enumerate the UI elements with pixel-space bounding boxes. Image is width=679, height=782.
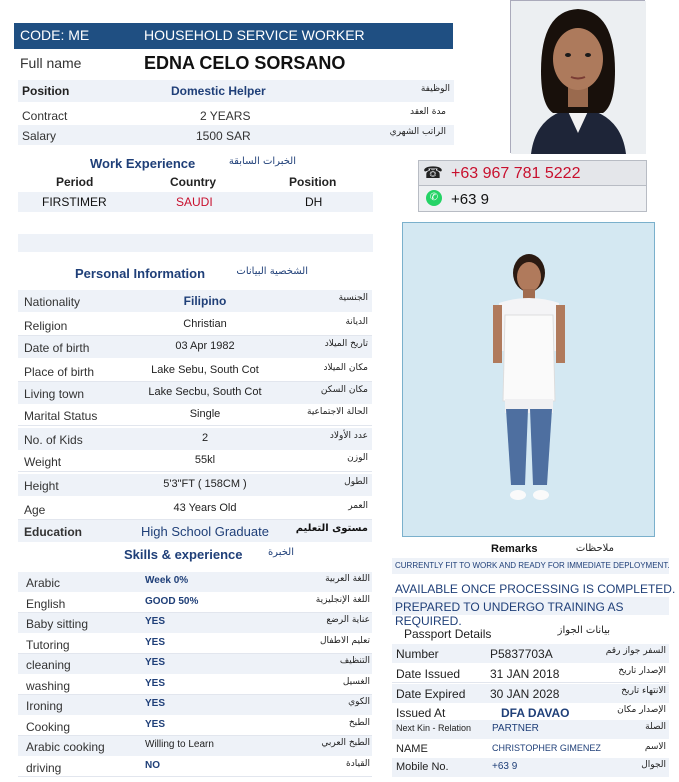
passport-title: Passport Details (404, 627, 492, 641)
passport-label-ar: الجوال (641, 760, 666, 770)
remarks-title-ar: ملاحظات (575, 543, 614, 554)
work-header-country: Country (170, 175, 216, 189)
skill-value: YES (145, 657, 166, 668)
skill-label-ar: اللغة العربية (325, 574, 370, 584)
phone-icon: ☎ (423, 165, 443, 182)
personal-label: Date of birth (24, 341, 90, 355)
position-label: Position (22, 84, 70, 98)
passport-label-ar: الإصدار تاريخ (618, 666, 666, 676)
position-value: Domestic Helper (171, 84, 266, 98)
passport-value: DFA DAVAO (501, 706, 570, 720)
skill-label: washing (26, 679, 71, 693)
personal-value: Lake Secbu, South Cot (148, 386, 262, 398)
job-title: HOUSEHOLD SERVICE WORKER (144, 27, 365, 43)
skill-label: English (26, 597, 66, 611)
skill-value: YES (145, 637, 166, 648)
salary-label: Salary (22, 129, 57, 143)
skill-value: NO (145, 760, 160, 771)
skill-value: YES (145, 698, 166, 709)
passport-value: 31 JAN 2018 (490, 667, 560, 681)
skill-label-ar: الطبخ (348, 718, 370, 728)
skills-title-ar: الخبرة (267, 547, 294, 558)
work-position: DH (305, 195, 323, 209)
personal-title-ar: الشخصية البيانات (236, 266, 308, 277)
skill-label-ar: تعليم الاطفال (319, 636, 370, 646)
passport-label: Issued At (396, 706, 446, 720)
skill-value: GOOD 50% (145, 596, 199, 607)
personal-label-ar: العمر (348, 501, 368, 511)
skill-label: Arabic cooking (26, 740, 105, 754)
portrait-photo (510, 0, 645, 153)
passport-label-ar: الإصدار مكان (617, 705, 666, 715)
passport-label: Number (396, 647, 439, 661)
personal-value: 03 Apr 1982 (175, 340, 235, 352)
worker-code: CODE: ME (20, 27, 90, 43)
passport-value: PARTNER (492, 723, 539, 734)
work-header-position: Position (289, 175, 337, 189)
passport-label-ar: الصلة (645, 722, 666, 732)
personal-label: Place of birth (24, 365, 95, 379)
personal-value: 5'3"FT ( 158CM ) (163, 478, 247, 490)
passport-label: Date Expired (396, 687, 466, 701)
personal-value: Lake Sebu, South Cot (151, 364, 259, 376)
skill-value: Willing to Learn (145, 739, 214, 750)
remarks-line1: CURRENTLY FIT TO WORK AND READY FOR IMMEDIATE DEPLOYMENT. (395, 561, 670, 570)
remarks-title: Remarks (491, 543, 538, 555)
passport-value: CHRISTOPHER GIMENEZ (492, 743, 601, 753)
personal-label-ar: مكان الميلاد (323, 363, 368, 373)
passport-title-ar: بيانات الجواز (557, 625, 610, 636)
personal-label-ar: الديانة (345, 317, 368, 327)
work-country: SAUDI (176, 195, 213, 209)
header-bar (14, 23, 453, 49)
work-experience-title: Work Experience (90, 156, 196, 171)
whatsapp-number: +63 9 (451, 191, 489, 208)
personal-label-ar: مستوى التعليم (295, 523, 368, 534)
personal-label-ar: تاريخ الميلاد (324, 339, 368, 349)
phone-box (418, 160, 647, 186)
personal-label: Living town (24, 387, 85, 401)
skill-label-ar: الكوي (348, 697, 370, 707)
skill-label: Ironing (26, 699, 63, 713)
skill-label-ar: القيادة (346, 759, 370, 769)
personal-label: Nationality (24, 295, 81, 309)
personal-label: No. of Kids (24, 433, 83, 447)
skill-label-ar: اللغة الإنجليزية (315, 595, 370, 605)
personal-label-ar: الجنسية (338, 293, 368, 303)
skill-value: Week 0% (145, 575, 189, 586)
skill-label-ar: عناية الرضع (326, 615, 370, 625)
skill-label-ar: التنظيف (339, 656, 370, 666)
passport-value: P5837703A (490, 647, 553, 661)
fullname-label: Full name (20, 55, 82, 71)
skill-value: YES (145, 616, 166, 627)
personal-value: 2 (201, 432, 209, 444)
personal-title: Personal Information (75, 266, 206, 281)
contract-ar: مدة العقد (410, 107, 446, 117)
passport-label-ar: الانتهاء تاريخ (621, 686, 666, 696)
work-period: FIRSTIMER (42, 195, 107, 209)
personal-value: 43 Years Old (173, 502, 237, 514)
contract-value: 2 YEARS (200, 109, 251, 123)
skill-label: cleaning (26, 658, 71, 672)
personal-label-ar: الحالة الاجتماعية (307, 407, 368, 417)
salary-ar: الراتب الشهري (389, 127, 446, 137)
whatsapp-box (418, 186, 647, 212)
passport-label: NAME (396, 743, 428, 755)
personal-label: Weight (24, 455, 62, 469)
personal-value: Single (189, 408, 221, 420)
personal-value: 55kl (194, 454, 216, 466)
personal-label: Age (24, 503, 46, 517)
personal-label: Religion (24, 319, 68, 333)
skills-title: Skills & experience (124, 547, 243, 562)
skill-value: YES (145, 678, 166, 689)
salary-value: 1500 SAR (196, 129, 251, 143)
passport-value: 30 JAN 2028 (490, 687, 560, 701)
skill-label: Tutoring (26, 638, 70, 652)
phone-number: +63 967 781 5222 (451, 165, 581, 182)
remarks-line3: PREPARED TO UNDERGO TRAINING AS REQUIRED. (395, 600, 624, 628)
fullname-value: EDNA CELO SORSANO (144, 53, 346, 73)
passport-label: Next Kin - Relation (396, 723, 472, 733)
personal-label-ar: الوزن (347, 453, 368, 463)
passport-value: +63 9 (492, 761, 518, 772)
personal-label: Education (24, 525, 83, 539)
skill-value: YES (145, 719, 166, 730)
skill-label: Cooking (26, 720, 71, 734)
personal-value: High School Graduate (141, 524, 269, 539)
personal-label-ar: الطول (344, 477, 368, 487)
personal-label: Marital Status (24, 409, 98, 423)
work-header-period: Period (56, 175, 94, 189)
passport-label: Date Issued (396, 667, 461, 681)
skill-label: driving (26, 761, 62, 775)
skill-label-ar: الغسيل (342, 677, 370, 687)
personal-value: Christian (183, 318, 227, 330)
remarks-line2: AVAILABLE ONCE PROCESSING IS COMPLETED. (395, 582, 676, 596)
personal-label-ar: مكان السكن (320, 385, 368, 395)
fullbody-photo (402, 222, 655, 537)
personal-value: Filipino (183, 294, 227, 308)
skill-label: Arabic (26, 576, 61, 590)
skill-label-ar: الطبخ العربي (321, 738, 370, 748)
passport-label: Mobile No. (396, 761, 449, 773)
personal-label: Height (24, 479, 59, 493)
whatsapp-icon: ✆ (426, 190, 442, 206)
passport-label-ar: السفر جواز رقم (605, 646, 666, 656)
blank-row (18, 234, 373, 252)
personal-label-ar: عدد الأولاد (329, 431, 368, 441)
contract-label: Contract (22, 109, 68, 123)
passport-label-ar: الاسم (644, 742, 666, 752)
position-ar: الوظيفة (420, 84, 450, 94)
skill-label: Baby sitting (26, 617, 89, 631)
work-experience-title-ar: الخبرات السابقة (228, 156, 296, 167)
